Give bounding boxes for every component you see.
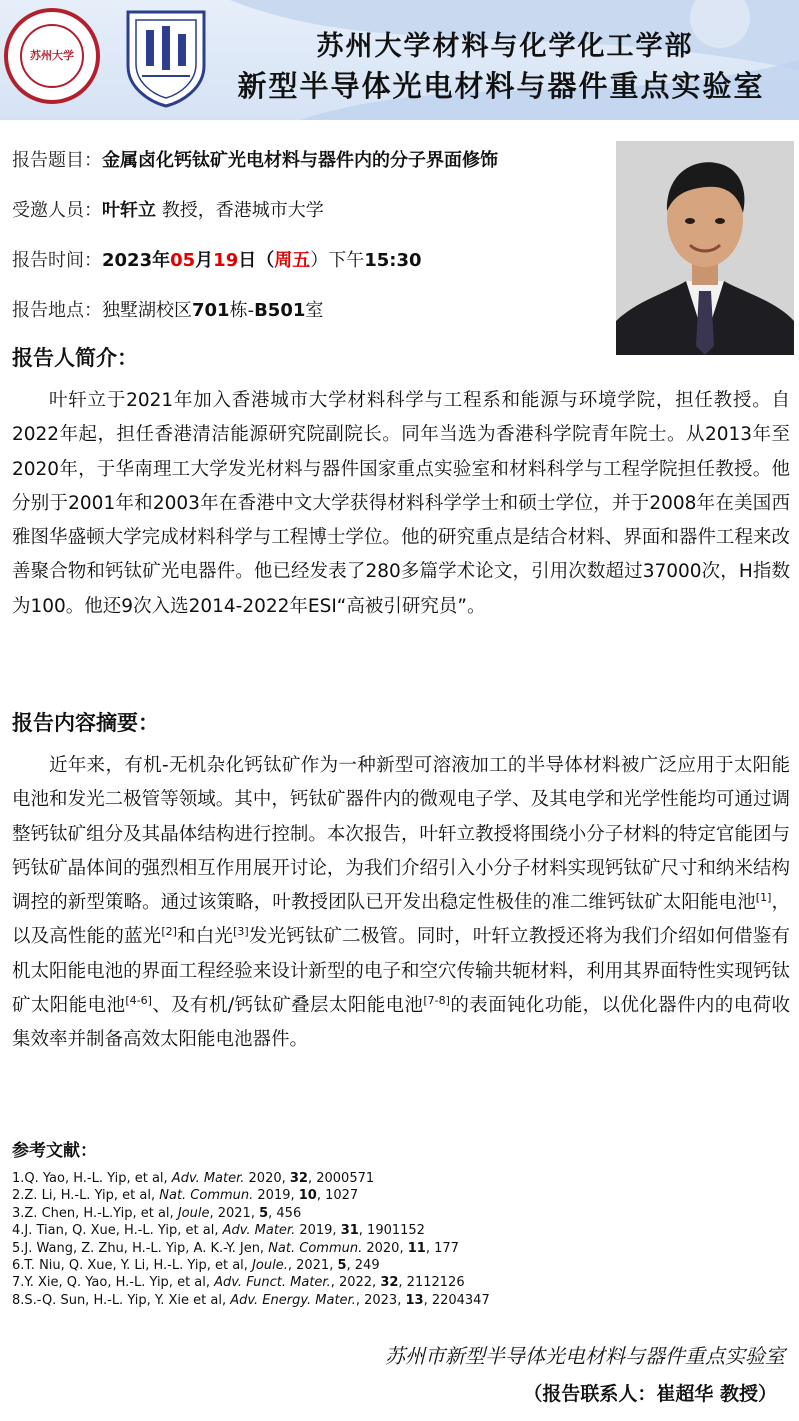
abstract-text-4: 发光钙钛矿二极管。同时，叶轩立教授还将为我们介绍如何借鉴有机太阳能电池的界面工程经验来设计新型的电子和空穴传输共轭材料，利用其界面特性实现钙钛矿太阳能电池 <box>12 926 790 1017</box>
references-heading: 参考文献： <box>12 1141 97 1161</box>
speaker-photo <box>616 141 794 355</box>
citation-4-6: [4-6] <box>125 993 152 1007</box>
time-label: 报告时间： <box>12 250 102 271</box>
reference-item: 1.Q. Yao, H.-L. Yip, et al, Adv. Mater. 2020, 32, 2000571 <box>12 1171 375 1186</box>
abstract-paragraph <box>12 749 790 1058</box>
reference-item: 7.Y. Xie, Q. Yao, H.-L. Yip, et al, Adv. Funct. Mater., 2022, 32, 2112126 <box>12 1275 465 1291</box>
reference-item: 2.Z. Li, H.-L. Yip, et al, Nat. Commun. 2019, 10, 1027 <box>12 1188 359 1204</box>
speaker-label: 受邀人员： <box>12 200 102 221</box>
header-title-line1: 苏州大学材料与化学化工学部 <box>316 31 694 62</box>
time-rest: ）下午 <box>310 250 365 271</box>
time-month: 05 <box>170 250 196 271</box>
place-post: 室 <box>305 300 324 321</box>
time-year: 2023年 <box>102 250 171 271</box>
reference-item: 5.J. Wang, Z. Zhu, H.-L. Yip, A. K.-Y. Jen, Nat. Commun. 2020, 11, 177 <box>12 1240 459 1256</box>
abstract-text-2: ，以及高性能的蓝光 <box>12 892 790 948</box>
citation-7-8: [7-8] <box>423 993 450 1007</box>
bio-paragraph: 叶轩立于2021年加入香港城市大学材料科学与工程系和能源与环境学院，担任教授。自2022年起，担任香港清洁能源研究院副院长。同年当选为香港科学院青年院士。从2013年至2020年，于华南理工大学发光材料与器件国家重点实验室和材料科学与工程学院担任教授。他分别于2001年和2003年在香港中文大学获得材料科学学士和硕士学位，并于2008年在美国西雅图华盛顿大学完成材料科学与工程博士学位。他的研究重点是结合材料、界面和器件工程来改善聚合物和钙钛矿光电器件。他已经发表了280多篇学术论文，引用次数超过37000次，H指数为100。他还9次入选2014-2022年ESI“高被引研究员”。 <box>12 390 790 617</box>
footer-organization: 苏州市新型半导体光电材料与器件重点实验室 <box>385 1344 785 1368</box>
abstract-text-5: 、及有机/钙钛矿叠层太阳能电池 <box>151 995 424 1017</box>
place-row <box>12 298 323 324</box>
time-day: 19 <box>213 250 239 271</box>
reference-item: 6.T. Niu, Q. Xue, Y. Li, H.-L. Yip, et al, Joule., 2021, 5, 249 <box>12 1258 380 1274</box>
topic-value: 金属卤化钙钛矿光电材料与器件内的分子界面修饰 <box>102 150 498 171</box>
time-row <box>12 248 422 274</box>
place-label: 报告地点： <box>12 300 102 321</box>
place-building: 701 <box>192 300 230 321</box>
topic-label: 报告题目： <box>12 150 102 171</box>
reference-item: 3.Z. Chen, H.-L.Yip, et al, Joule, 2021, 5, 456 <box>12 1205 302 1221</box>
place-pre: 独墅湖校区 <box>102 300 192 321</box>
university-logo-text: 苏州大学 <box>20 24 84 88</box>
bio-heading: 报告人简介： <box>12 346 138 370</box>
place-mid: 栋- <box>229 300 255 321</box>
reference-item: 4.J. Tian, Q. Xue, H.-L. Yip, et al, Adv. Mater. 2019, 31, 1901152 <box>12 1223 425 1239</box>
footer-contact: （报告联系人：崔超华 教授） <box>523 1383 777 1405</box>
speaker-title: 教授，香港城市大学 <box>156 200 324 221</box>
citation-1: [1] <box>755 891 772 905</box>
lab-shield-logo <box>122 8 210 108</box>
citation-3: [3] <box>233 925 249 939</box>
header-banner <box>0 0 799 120</box>
header-title-line2: 新型半导体光电材料与器件重点实验室 <box>237 69 765 103</box>
speaker-name: 叶轩立 <box>102 200 156 221</box>
time-day-unit: 日（ <box>238 250 275 271</box>
time-clock: 15:30 <box>364 250 422 271</box>
citation-2: [2] <box>161 925 177 939</box>
abstract-heading: 报告内容摘要： <box>12 711 159 735</box>
time-weekday: 周五 <box>274 250 311 271</box>
speaker-row <box>12 198 324 224</box>
references-list <box>12 1170 490 1309</box>
speaker-portrait-illustration <box>616 141 794 355</box>
place-room: B501 <box>254 300 306 321</box>
topic-row <box>12 148 498 174</box>
abstract-text-6: 的表面钝化功能，以优化器件内的电荷收集效率并制备高效太阳能电池器件。 <box>12 995 790 1051</box>
reference-item: 8.S.-Q. Sun, H.-L. Yip, Y. Xie et al, Adv. Energy. Mater., 2023, 13, 2204347 <box>12 1292 490 1308</box>
university-logo <box>4 8 100 104</box>
time-month-unit: 月 <box>195 250 214 271</box>
abstract-text-3: 和白光 <box>176 926 234 948</box>
abstract-text-1: 近年来，有机-无机杂化钙钛矿作为一种新型可溶液加工的半导体材料被广泛应用于太阳能电池和发光二极管等领域。其中，钙钛矿器件内的微观电子学、及其电学和光学性能均可通过调整钙钛矿组分及其晶体结构进行控制。本次报告，叶轩立教授将围绕小分子材料的特定官能团与钙钛矿晶体间的强烈相互作用展开讨论，为我们介绍引入小分子材料实现钙钛矿尺寸和纳米结构调控的新型策略。通过该策略，叶教授团队已开发出稳定性极佳的准二维钙钛矿太阳能电池 <box>12 755 790 914</box>
